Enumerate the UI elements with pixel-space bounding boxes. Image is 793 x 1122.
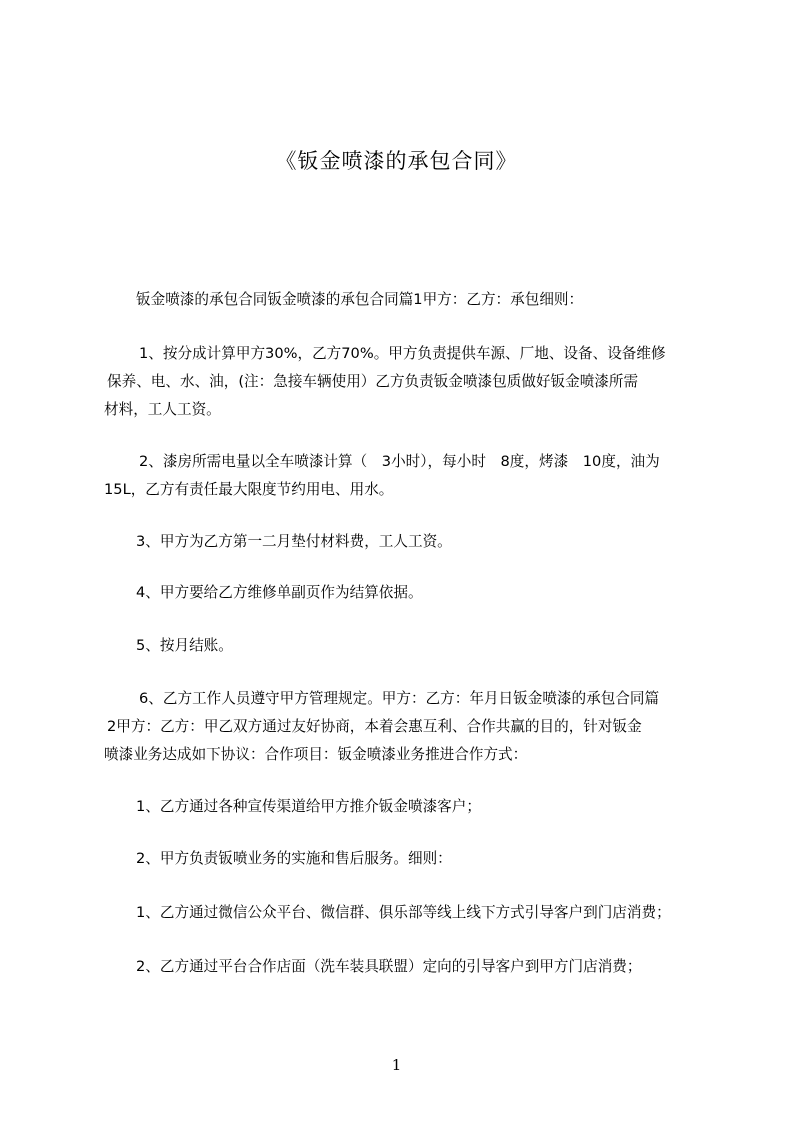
- paragraph-line: 保养、电、水、油，(注：急接车辆使用）乙方负责钣金喷漆包质做好钣金喷漆所需: [107, 373, 639, 390]
- paragraph: [104, 793, 716, 821]
- paragraph-line: 6、乙方工作人员遵守甲方管理规定。甲方：乙方：年月日钣金喷漆的承包合同篇: [139, 690, 660, 707]
- paragraph: [104, 579, 716, 607]
- paragraph: [104, 286, 716, 314]
- paragraph-line: 5、按月结账。: [136, 637, 233, 654]
- paragraph-line: 2、乙方通过平台合作店面（洗车装具联盟）定向的引导客户到甲方门店消费；: [136, 958, 642, 975]
- paragraph-line: 2、甲方负责钣喷业务的实施和售后服务。细则：: [136, 850, 452, 867]
- paragraph: [104, 845, 716, 873]
- paragraph: [104, 685, 716, 769]
- paragraph: [104, 528, 716, 556]
- paragraph: [104, 899, 716, 927]
- paragraph: [104, 953, 716, 981]
- paragraph-line: 喷漆业务达成如下协议：合作项目：钣金喷漆业务推进合作方式：: [104, 746, 528, 763]
- paragraph: [104, 632, 716, 660]
- page-number: 1: [391, 1056, 402, 1074]
- paragraph: [104, 448, 716, 504]
- paragraph-line: 2甲方：乙方：甲乙双方通过友好协商，本着会惠互利、合作共赢的目的，针对钣金: [107, 718, 642, 735]
- paragraph-line: 钣金喷漆的承包合同钣金喷漆的承包合同篇1甲方：乙方：承包细则：: [136, 291, 584, 308]
- paragraph-line: 1、乙方通过微信公众平台、微信群、俱乐部等线上线下方式引导客户到门店消费；: [136, 904, 671, 921]
- paragraph-line: 15L，乙方有责任最大限度节约用电、用水。: [104, 481, 394, 498]
- paragraph-line: 1、乙方通过各种宣传渠道给甲方推介钣金喷漆客户；: [136, 798, 481, 815]
- paragraph-line: 材料，工人工资。: [104, 401, 221, 418]
- paragraph-line: 1、按分成计算甲方30%，乙方70%。甲方负责提供车源、厂地、设备、设备维修: [139, 345, 666, 362]
- paragraph: [104, 340, 716, 424]
- paragraph-line: 3、甲方为乙方第一二月垫付材料费，工人工资。: [136, 533, 452, 550]
- paragraph-line: 2、漆房所需电量以全车喷漆计算（ 3小时），每小时 8度，烤漆 10度，油为: [139, 453, 660, 470]
- document-title: 《钣金喷漆的承包合同》: [275, 149, 518, 173]
- paragraph-line: 4、甲方要给乙方维修单副页作为结算依据。: [136, 584, 423, 601]
